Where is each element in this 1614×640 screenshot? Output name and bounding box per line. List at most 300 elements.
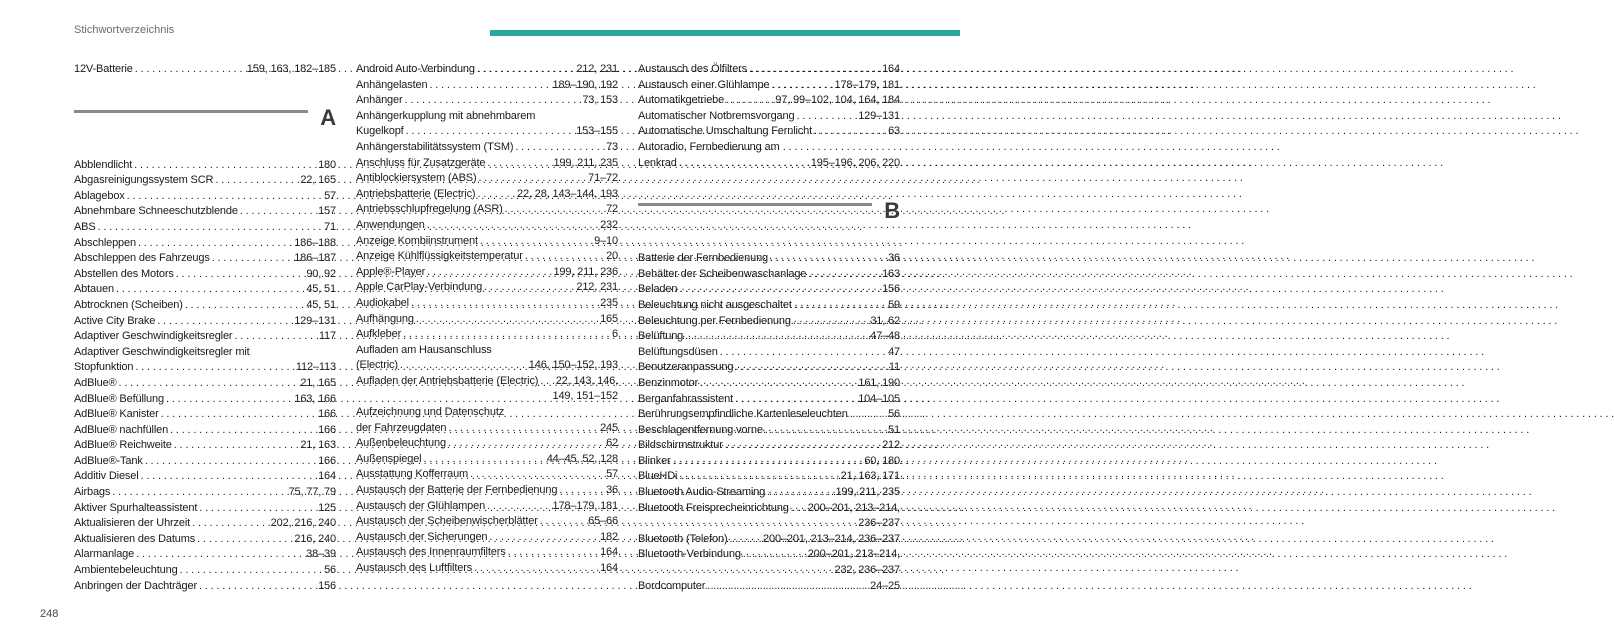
index-entry [356,467,618,483]
entry-label: Anhängelasten [356,78,428,91]
page-header-title: Stichwortverzeichnis [74,24,175,36]
index-entry [74,345,336,376]
index-entry [74,501,336,517]
dot-leader [814,124,886,140]
entry-pages: 200–201, 213–214, [807,548,900,561]
entry-row [74,62,336,78]
dot-leader [161,407,317,423]
dot-leader [174,438,299,454]
entry-label: Belüftungsdüsen [638,345,718,358]
section-header [74,100,336,148]
entry-pages: 245 [600,421,618,434]
index-entry [74,236,336,252]
index-entry [74,204,336,220]
entry-label: Aufhängung [356,312,414,325]
index-entry [638,579,900,595]
index-entry [356,171,618,187]
index-entry [356,499,618,515]
dot-leader [240,204,316,220]
entry-pages: 163, 166 [294,392,336,405]
index-entry [356,327,618,343]
entry-pages: 200–201, 213–214, 236–237 [763,532,900,545]
entry-row [74,501,336,517]
entry-pages: 178–179, 181 [552,499,618,512]
index-entry [74,423,336,439]
entry-label: Austausch der Batterie der Fernbedienung [356,484,558,497]
entry-pages: 47 [888,345,900,358]
index-column-2 [356,62,618,577]
section-divider [74,110,308,113]
entry-label: Batterie der Fernbedienung [638,252,769,265]
entry-row [638,423,900,439]
dot-leader [735,392,856,408]
entry-label: Aufzeichnung und Datenschutz [356,406,505,419]
entry-row [74,392,336,408]
index-entry [638,376,900,392]
entry-pages: 156 [318,579,336,592]
entry-label: Anhänger [356,94,403,107]
entry-label: Additiv Diesel [74,470,139,483]
entry-row [74,236,336,252]
entry-row [356,436,618,452]
entry-label: Austausch des Ölfilters [638,63,748,75]
dot-leader [679,282,880,298]
entry-label: Automatische Umschaltung Fernlicht [638,125,813,138]
index-entry [74,62,336,78]
entry-pages: 21, 163 [300,439,336,452]
entry-pages: 199, 211, 236 [553,265,618,278]
entry-row [638,579,900,595]
dot-leader [479,171,587,187]
entry-row [74,189,336,205]
entry-row [356,421,618,437]
entry-row [356,62,618,78]
dot-leader [212,251,293,267]
entry-label: Aktualisieren des Datums [74,532,196,545]
entry-label: Ablagebox [74,189,125,202]
dot-leader [429,78,550,94]
index-entry [356,405,618,436]
entry-row [74,469,336,485]
dot-leader [185,298,305,314]
entry-label: Austausch des Luftfilters [356,562,473,574]
entry-label: Abblendlicht [74,158,133,171]
index-entry [74,158,336,174]
entry-label: Anhängerstabilitätssystem (TSM) [356,140,514,153]
entry-row [638,124,900,140]
index-entry [74,454,336,470]
dot-leader [145,454,316,470]
index-entry [356,156,618,172]
entry-label: Aufkleber [356,328,402,341]
entry-row [638,376,900,392]
entry-row [638,392,900,408]
dot-leader [403,327,610,343]
entry-pages: 57 [606,468,618,481]
index-entry [356,452,618,468]
entry-pages: 180 [318,158,336,171]
index-entry [356,296,618,312]
entry-row [638,298,900,314]
entry-pages-continued: 232, 236–237 [834,564,900,577]
index-entry [74,469,336,485]
index-entry [74,547,336,563]
entry-pages: 60, 180 [864,454,900,467]
index-entry [74,392,336,408]
dot-leader [793,314,868,330]
entry-pages: 159, 163, 182–185 [246,63,336,75]
entry-pages: 164 [882,63,900,75]
entry-pages: 157 [318,205,336,218]
entry-pages: 75, 77, 79 [288,486,336,499]
dot-leader [119,376,299,392]
index-entry [356,561,618,577]
entry-row [356,187,618,203]
dot-leader [505,202,604,218]
dot-leader [199,501,316,517]
entry-label: Audiokabel [356,296,409,309]
index-entry [74,282,336,298]
entry-row [74,547,336,563]
dot-leader [700,376,856,392]
index-entry [74,516,336,532]
entry-pages-continued: 236–237 [858,517,900,530]
entry-row [356,545,618,561]
index-entry [638,62,900,78]
entry-pages: 97, 99–102, 104, 164, 184 [775,94,900,107]
entry-pages: 22, 28, 143–144, 193 [517,187,618,200]
index-column-3 [638,62,900,594]
dot-leader [197,532,292,548]
entry-pages: 212, 231 [576,63,618,75]
entry-label: Automatikgetriebe [638,94,725,107]
entry-row [74,454,336,470]
entry-pages: 31, 62 [870,314,900,327]
page-number: 248 [40,608,59,620]
index-entry [638,298,900,314]
index-entry [638,140,900,171]
entry-label: AdBlue® [74,376,117,389]
index-entry [638,124,900,140]
entry-label: Benutzeranpassung [638,361,734,374]
entry-row [74,579,336,595]
entry-label: Austausch der Sicherungen [356,530,488,543]
index-column-1 [74,62,336,594]
dot-leader [796,109,856,125]
entry-row [356,467,618,483]
entry-pages: 212, 231 [576,281,618,294]
entry-row [638,109,900,125]
entry-pages: 90, 92 [306,267,336,280]
entry-pages: 235 [600,296,618,309]
entry-row [356,530,618,546]
entry-pages: 11 [888,361,900,374]
entry-pages: 161, 190 [858,376,900,389]
index-entry [638,314,900,330]
entry-row [74,158,336,174]
dot-leader [423,452,544,468]
entry-pages: 117 [318,330,336,343]
dot-leader [487,499,550,515]
dot-leader [484,280,574,296]
index-entry [638,93,900,109]
entry-label: Abtrocknen (Scheiben) [74,298,183,311]
entry-label: Abtauen [74,283,114,296]
index-entry [74,485,336,501]
entry-pages: 156 [882,283,900,296]
entry-pages: 189–190, 192 [552,78,618,91]
dot-leader [427,218,598,234]
entry-row [638,501,900,517]
entry-row [356,202,618,218]
entry-row [356,156,618,172]
index-entry [638,438,900,454]
entry-label: Abschleppen des Fahrzeugs [74,252,210,265]
entry-row [638,407,900,423]
dot-leader [98,220,323,236]
entry-row [356,374,618,390]
entry-label: AdBlue® Reichweite [74,439,172,452]
entry-row [638,282,900,298]
entry-row [638,469,900,485]
entry-row [638,78,900,94]
dot-leader [525,249,604,265]
entry-row [356,249,618,265]
entry-pages: 21, 165 [300,376,336,389]
index-entry [74,376,336,392]
section-divider [638,203,872,206]
entry-pages: 216, 240 [294,532,336,545]
entry-label: Bluetooth Audio-Streaming [638,486,766,499]
index-entry [356,312,618,328]
dot-leader [480,234,592,250]
index-entry [638,469,900,485]
entry-label: Abstellen des Motors [74,267,174,280]
dot-leader [427,265,551,281]
dot-leader [135,360,293,376]
entry-pages: 182 [600,530,618,543]
entry-row [74,298,336,314]
entry-label: Austausch einer Glühlampe [638,78,770,91]
index-entry [356,78,618,94]
entry-label: Berührungsempfindliche Kartenleseleuchten [638,408,848,421]
header-accent-bar [490,30,960,36]
index-entry [356,62,618,78]
section-letter: A [320,104,336,130]
dot-leader [850,407,886,423]
entry-label: Außenbeleuchtung [356,437,446,450]
dot-leader [477,187,515,203]
entry-pages: 36 [888,252,900,265]
dot-leader [735,360,887,376]
entry-label: Antiblockiersystem (ABS) [356,172,477,185]
dot-leader [176,267,305,283]
entry-label: AdBlue® Befüllung [74,392,164,405]
dot-leader [679,156,809,172]
entry-pages: 63 [888,125,900,138]
dot-leader [720,345,886,361]
entry-row [356,312,618,328]
dot-leader [489,530,598,546]
entry-label: Antriebsschlupfregelung (ASR) [356,203,503,216]
entry-row [638,251,900,267]
entry-row [74,314,336,330]
entry-label: Anhängerkupplung mit abnehmbarem [356,109,536,122]
entry-label: AdBlue® nachfüllen [74,423,169,436]
entry-row [74,438,336,454]
entry-pages: 212 [882,439,900,452]
entry-row [74,423,336,439]
index-entry [638,547,900,578]
entry-pages: 163 [882,267,900,280]
index-entry [356,280,618,296]
entry-label: Automatischer Notbremsvorgang [638,109,795,122]
entry-pages: 73 [606,140,618,153]
index-entry [638,282,900,298]
entry-pages: 71–72 [588,172,618,185]
dot-leader [127,189,322,205]
index-entry [638,392,900,408]
entry-label: Beladen [638,283,678,296]
entry-pages: 199, 211, 235 [553,156,618,169]
entry-label: Apple®-Player [356,265,426,278]
entry-pages: 72 [606,203,618,216]
entry-pages: 165 [600,312,618,325]
dot-leader [116,282,304,298]
dot-leader [134,158,316,174]
entry-pages: 104–105 [858,392,900,405]
index-entry [638,251,900,267]
entry-pages: 51 [888,423,900,436]
entry-label: 12V-Batterie [74,63,133,75]
dot-leader [767,485,833,501]
index-entry [638,267,900,283]
dot-leader [743,547,806,563]
dot-leader [559,483,604,499]
entry-label: Bildschirmstruktur [638,439,723,452]
dot-leader [770,251,886,267]
entry-row [74,329,336,345]
entry-pages: 232 [600,218,618,231]
entry-label: Behälter der Scheibenwaschanlage [638,267,807,280]
dot-leader [515,140,604,156]
dot-leader [170,423,316,439]
dot-leader [136,547,304,563]
entry-pages: 47–48 [870,330,900,343]
dot-leader [540,374,553,390]
entry-label: der Fahrzeugdaten [356,421,447,434]
index-entry [638,345,900,361]
dot-leader [707,579,868,595]
entry-label: AdBlue® Kanister [74,408,159,421]
dot-leader [411,296,598,312]
entry-pages: 65–66 [588,515,618,528]
entry-pages: 186–188 [294,236,336,249]
entry-row [356,514,618,530]
entry-label: Aufladen der Antriebsbatterie (Electric) [356,374,539,387]
entry-label: Benzinmotor [638,376,699,389]
entry-pages: 56 [888,408,900,421]
entry-label: Bluetooth-Verbindung [638,548,741,561]
index-entry [638,78,900,94]
index-entry [356,483,618,499]
dot-leader [470,467,604,483]
entry-label: Alarmanlage [74,548,135,561]
index-entry [74,407,336,423]
entry-pages: 166 [318,454,336,467]
entry-label: Austausch der Glühlampen [356,499,486,512]
index-entry [356,187,618,203]
entry-label: Austausch des Innenraumfilters [356,546,506,559]
entry-row [74,204,336,220]
entry-label: Apple CarPlay-Verbindung [356,281,483,294]
entry-label: Austausch der Scheibenwischerblätter [356,515,538,528]
dot-leader [673,454,863,470]
dot-leader [508,545,599,561]
dot-leader [749,62,880,78]
entry-label: Anwendungen [356,218,425,231]
index-entry [74,267,336,283]
index-entry [356,374,618,405]
entry-label: Aufladen am Hausanschluss [356,343,492,356]
index-entry [356,514,618,530]
entry-pages: 38–39 [306,548,336,561]
entry-pages: 59 [888,298,900,311]
entry-row [74,220,336,236]
entry-row [74,173,336,189]
entry-row [356,218,618,234]
dot-leader [180,563,323,579]
index-entry [74,329,336,345]
entry-pages: 199, 211, 235 [835,486,900,499]
dot-leader [679,469,838,485]
entry-label: Anzeige Kombiinstrument [356,234,478,247]
index-entry [74,173,336,189]
entry-label: Bordcomputer [638,579,706,592]
entry-pages: 202, 216, 240 [270,517,336,530]
entry-row [356,93,618,109]
index-entry [74,563,336,579]
index-entry [356,109,618,140]
entry-pages: 71 [324,220,336,233]
entry-label: Anbringen der Dachträger [74,579,197,592]
entry-label: Aktiver Spurhalteassistent [74,501,198,514]
entry-pages: 178–179, 181 [834,78,900,91]
entry-pages: 56 [324,564,336,577]
index-entry [638,501,900,532]
entry-row [638,454,900,470]
entry-row [356,561,618,577]
dot-leader [791,501,806,517]
entry-row [356,280,618,296]
index-entry [74,532,336,548]
dot-leader [157,314,292,330]
entry-row [356,234,618,250]
entry-label: AdBlue®-Tank [74,454,143,467]
index-entry [356,436,618,452]
entry-row [356,78,618,94]
entry-label: Beleuchtung nicht ausgeschaltet [638,298,792,311]
entry-pages: 21, 163, 171 [840,470,900,483]
dot-leader [685,329,868,345]
dot-leader [726,93,773,109]
entry-row [356,124,618,140]
entry-pages: 36 [606,484,618,497]
index-entry [356,530,618,546]
entry-row [74,267,336,283]
entry-row [638,547,900,563]
section-letter: B [884,198,900,224]
